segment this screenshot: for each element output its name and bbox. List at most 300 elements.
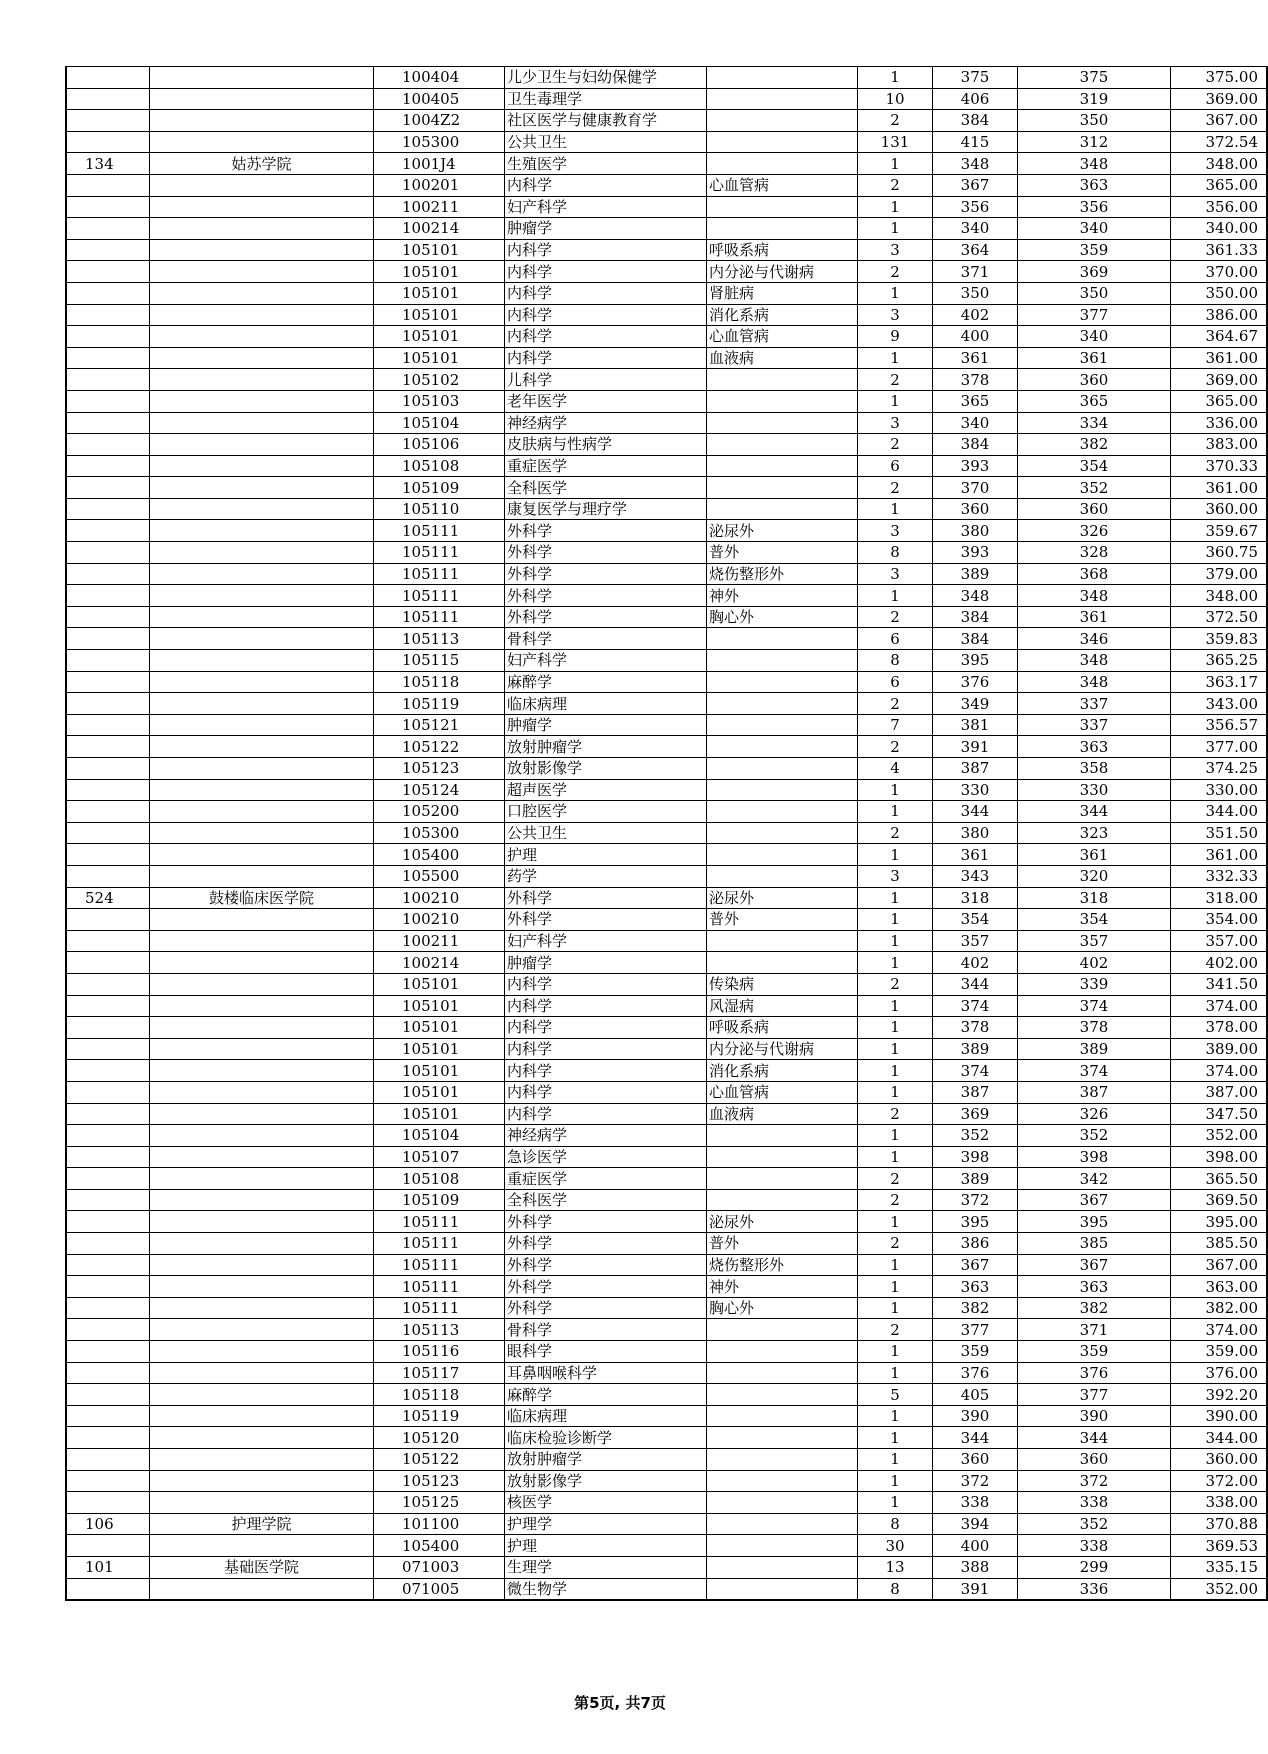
table-row [66, 390, 1267, 412]
admitted-count-cell: 4 [858, 758, 933, 780]
major-name-cell: 核医学 [505, 1492, 707, 1514]
major-name-cell: 神经病学 [505, 412, 707, 434]
major-code-cell: 071003 [374, 1556, 505, 1578]
major-code-cell: 101100 [374, 1513, 505, 1535]
table-row [66, 282, 1267, 304]
table-row [66, 174, 1267, 196]
average-score-cell: 364.67 [1171, 326, 1268, 348]
major-code-cell: 105200 [374, 801, 505, 823]
major-name-cell: 肿瘤学 [505, 218, 707, 240]
lowest-score-cell: 389 [1018, 1038, 1171, 1060]
major-name-cell: 内科学 [505, 239, 707, 261]
table-row [66, 304, 1267, 326]
major-name-cell: 妇产科学 [505, 196, 707, 218]
research-direction-cell [707, 801, 858, 823]
average-score-cell: 356.57 [1171, 714, 1268, 736]
highest-score-cell: 349 [933, 693, 1018, 715]
major-name-cell: 公共卫生 [505, 822, 707, 844]
table-row [66, 606, 1267, 628]
research-direction-cell [707, 434, 858, 456]
average-score-cell: 363.17 [1171, 671, 1268, 693]
highest-score-cell: 340 [933, 218, 1018, 240]
major-code-cell: 105111 [374, 1276, 505, 1298]
major-code-cell: 105109 [374, 477, 505, 499]
table-row [66, 887, 1267, 909]
lowest-score-cell: 360 [1018, 369, 1171, 391]
admitted-count-cell: 1 [858, 347, 933, 369]
research-direction-cell [707, 455, 858, 477]
lowest-score-cell: 374 [1018, 995, 1171, 1017]
lowest-score-cell: 350 [1018, 110, 1171, 132]
dept-code-cell [66, 1297, 150, 1319]
lowest-score-cell: 348 [1018, 585, 1171, 607]
lowest-score-cell: 348 [1018, 671, 1171, 693]
admitted-count-cell: 8 [858, 1513, 933, 1535]
highest-score-cell: 376 [933, 1362, 1018, 1384]
admitted-count-cell: 2 [858, 174, 933, 196]
major-code-cell: 105102 [374, 369, 505, 391]
admitted-count-cell: 1 [858, 995, 933, 1017]
table-row [66, 952, 1267, 974]
admitted-count-cell: 2 [858, 1319, 933, 1341]
dept-name-cell [150, 1233, 374, 1255]
lowest-score-cell: 377 [1018, 1384, 1171, 1406]
dept-name-cell: 护理学院 [150, 1513, 374, 1535]
dept-name-cell [150, 1103, 374, 1125]
lowest-score-cell: 358 [1018, 758, 1171, 780]
table-row [66, 995, 1267, 1017]
major-name-cell: 麻醉学 [505, 671, 707, 693]
average-score-cell: 359.00 [1171, 1341, 1268, 1363]
research-direction-cell [707, 1146, 858, 1168]
lowest-score-cell: 395 [1018, 1211, 1171, 1233]
dept-name-cell [150, 542, 374, 564]
research-direction-cell [707, 498, 858, 520]
lowest-score-cell: 354 [1018, 455, 1171, 477]
dept-name-cell [150, 304, 374, 326]
average-score-cell: 365.25 [1171, 650, 1268, 672]
table-row [66, 1362, 1267, 1384]
major-name-cell: 肿瘤学 [505, 714, 707, 736]
major-name-cell: 放射影像学 [505, 758, 707, 780]
major-name-cell: 内科学 [505, 174, 707, 196]
lowest-score-cell: 361 [1018, 347, 1171, 369]
major-code-cell: 105111 [374, 520, 505, 542]
research-direction-cell [707, 1513, 858, 1535]
major-name-cell: 重症医学 [505, 455, 707, 477]
average-score-cell: 386.00 [1171, 304, 1268, 326]
highest-score-cell: 395 [933, 650, 1018, 672]
admitted-count-cell: 8 [858, 1578, 933, 1600]
research-direction-cell: 泌尿外 [707, 887, 858, 909]
dept-code-cell [66, 693, 150, 715]
dept-name-cell [150, 477, 374, 499]
highest-score-cell: 400 [933, 326, 1018, 348]
dept-code-cell [66, 369, 150, 391]
dept-name-cell [150, 369, 374, 391]
dept-name-cell [150, 520, 374, 542]
lowest-score-cell: 371 [1018, 1319, 1171, 1341]
table-row [66, 1297, 1267, 1319]
average-score-cell: 392.20 [1171, 1384, 1268, 1406]
admitted-count-cell: 1 [858, 930, 933, 952]
research-direction-cell [707, 1384, 858, 1406]
major-code-cell: 105400 [374, 844, 505, 866]
highest-score-cell: 387 [933, 758, 1018, 780]
highest-score-cell: 376 [933, 671, 1018, 693]
average-score-cell: 363.00 [1171, 1276, 1268, 1298]
average-score-cell: 350.00 [1171, 282, 1268, 304]
major-name-cell: 皮肤病与性病学 [505, 434, 707, 456]
dept-code-cell [66, 606, 150, 628]
table-row [66, 196, 1267, 218]
dept-name-cell [150, 326, 374, 348]
admitted-count-cell: 2 [858, 736, 933, 758]
lowest-score-cell: 350 [1018, 282, 1171, 304]
major-code-cell: 105106 [374, 434, 505, 456]
table-row [66, 455, 1267, 477]
dept-code-cell [66, 1578, 150, 1600]
highest-score-cell: 367 [933, 1254, 1018, 1276]
major-code-cell: 105111 [374, 1254, 505, 1276]
highest-score-cell: 330 [933, 779, 1018, 801]
average-score-cell: 367.00 [1171, 110, 1268, 132]
admitted-count-cell: 1 [858, 1449, 933, 1471]
lowest-score-cell: 374 [1018, 1060, 1171, 1082]
table-row [66, 1146, 1267, 1168]
lowest-score-cell: 372 [1018, 1470, 1171, 1492]
highest-score-cell: 357 [933, 930, 1018, 952]
admitted-count-cell: 1 [858, 1038, 933, 1060]
dept-name-cell [150, 1254, 374, 1276]
dept-code-cell [66, 304, 150, 326]
major-code-cell: 1004Z2 [374, 110, 505, 132]
table-row [66, 1427, 1267, 1449]
lowest-score-cell: 382 [1018, 1297, 1171, 1319]
major-code-cell: 105119 [374, 1405, 505, 1427]
lowest-score-cell: 369 [1018, 261, 1171, 283]
major-code-cell: 105124 [374, 779, 505, 801]
highest-score-cell: 402 [933, 304, 1018, 326]
table-row [66, 1470, 1267, 1492]
major-code-cell: 105118 [374, 1384, 505, 1406]
highest-score-cell: 318 [933, 887, 1018, 909]
lowest-score-cell: 334 [1018, 412, 1171, 434]
highest-score-cell: 391 [933, 736, 1018, 758]
table-row [66, 542, 1267, 564]
major-name-cell: 外科学 [505, 909, 707, 931]
dept-code-cell [66, 1211, 150, 1233]
research-direction-cell [707, 779, 858, 801]
major-code-cell: 105101 [374, 1060, 505, 1082]
lowest-score-cell: 367 [1018, 1254, 1171, 1276]
research-direction-cell [707, 412, 858, 434]
major-code-cell: 105118 [374, 671, 505, 693]
major-name-cell: 外科学 [505, 585, 707, 607]
lowest-score-cell: 390 [1018, 1405, 1171, 1427]
admitted-count-cell: 1 [858, 282, 933, 304]
average-score-cell: 361.00 [1171, 477, 1268, 499]
major-name-cell: 内科学 [505, 326, 707, 348]
lowest-score-cell: 328 [1018, 542, 1171, 564]
table-row [66, 1449, 1267, 1471]
major-name-cell: 放射肿瘤学 [505, 736, 707, 758]
average-score-cell: 402.00 [1171, 952, 1268, 974]
research-direction-cell [707, 196, 858, 218]
dept-code-cell [66, 1017, 150, 1039]
average-score-cell: 369.53 [1171, 1535, 1268, 1557]
dept-name-cell [150, 1060, 374, 1082]
highest-score-cell: 390 [933, 1405, 1018, 1427]
dept-name-cell [150, 865, 374, 887]
highest-score-cell: 395 [933, 1211, 1018, 1233]
table-row [66, 844, 1267, 866]
dept-name-cell [150, 434, 374, 456]
dept-name-cell [150, 88, 374, 110]
research-direction-cell: 泌尿外 [707, 520, 858, 542]
major-name-cell: 护理学 [505, 1513, 707, 1535]
highest-score-cell: 360 [933, 498, 1018, 520]
dept-code-cell [66, 1470, 150, 1492]
dept-name-cell [150, 261, 374, 283]
highest-score-cell: 340 [933, 412, 1018, 434]
highest-score-cell: 375 [933, 67, 1018, 89]
highest-score-cell: 374 [933, 995, 1018, 1017]
dept-code-cell [66, 909, 150, 931]
average-score-cell: 348.00 [1171, 153, 1268, 175]
dept-name-cell [150, 973, 374, 995]
dept-code-cell [66, 196, 150, 218]
highest-score-cell: 343 [933, 865, 1018, 887]
lowest-score-cell: 363 [1018, 174, 1171, 196]
research-direction-cell [707, 1405, 858, 1427]
major-code-cell: 105111 [374, 563, 505, 585]
average-score-cell: 374.25 [1171, 758, 1268, 780]
lowest-score-cell: 318 [1018, 887, 1171, 909]
major-name-cell: 儿科学 [505, 369, 707, 391]
research-direction-cell [707, 628, 858, 650]
dept-name-cell [150, 628, 374, 650]
average-score-cell: 383.00 [1171, 434, 1268, 456]
admitted-count-cell: 1 [858, 67, 933, 89]
research-direction-cell [707, 1578, 858, 1600]
table-row [66, 434, 1267, 456]
table-row [66, 1168, 1267, 1190]
major-name-cell: 临床病理 [505, 1405, 707, 1427]
lowest-score-cell: 361 [1018, 606, 1171, 628]
table-row [66, 736, 1267, 758]
research-direction-cell: 血液病 [707, 1103, 858, 1125]
average-score-cell: 372.00 [1171, 1470, 1268, 1492]
research-direction-cell: 消化系病 [707, 304, 858, 326]
dept-code-cell [66, 779, 150, 801]
highest-score-cell: 387 [933, 1081, 1018, 1103]
table-row [66, 650, 1267, 672]
lowest-score-cell: 367 [1018, 1189, 1171, 1211]
average-score-cell: 330.00 [1171, 779, 1268, 801]
admitted-count-cell: 3 [858, 563, 933, 585]
research-direction-cell [707, 930, 858, 952]
research-direction-cell [707, 1362, 858, 1384]
lowest-score-cell: 338 [1018, 1535, 1171, 1557]
admitted-count-cell: 1 [858, 1470, 933, 1492]
dept-code-cell [66, 801, 150, 823]
research-direction-cell [707, 822, 858, 844]
research-direction-cell [707, 369, 858, 391]
lowest-score-cell: 346 [1018, 628, 1171, 650]
average-score-cell: 348.00 [1171, 585, 1268, 607]
major-code-cell: 105121 [374, 714, 505, 736]
dept-name-cell [150, 1384, 374, 1406]
highest-score-cell: 398 [933, 1146, 1018, 1168]
dept-name-cell [150, 1168, 374, 1190]
major-code-cell: 105120 [374, 1427, 505, 1449]
major-name-cell: 肿瘤学 [505, 952, 707, 974]
table-row [66, 477, 1267, 499]
lowest-score-cell: 356 [1018, 196, 1171, 218]
highest-score-cell: 378 [933, 369, 1018, 391]
admitted-count-cell: 7 [858, 714, 933, 736]
dept-code-cell [66, 1319, 150, 1341]
major-name-cell: 内科学 [505, 347, 707, 369]
major-code-cell: 105101 [374, 261, 505, 283]
major-name-cell: 放射肿瘤学 [505, 1449, 707, 1471]
research-direction-cell: 心血管病 [707, 174, 858, 196]
research-direction-cell [707, 736, 858, 758]
lowest-score-cell: 359 [1018, 1341, 1171, 1363]
research-direction-cell [707, 110, 858, 132]
lowest-score-cell: 363 [1018, 736, 1171, 758]
admitted-count-cell: 1 [858, 801, 933, 823]
admitted-count-cell: 1 [858, 390, 933, 412]
table-row [66, 822, 1267, 844]
table-row [66, 1211, 1267, 1233]
lowest-score-cell: 344 [1018, 1427, 1171, 1449]
dept-name-cell [150, 347, 374, 369]
average-score-cell: 374.00 [1171, 1319, 1268, 1341]
dept-name-cell [150, 282, 374, 304]
table-row [66, 714, 1267, 736]
lowest-score-cell: 348 [1018, 650, 1171, 672]
dept-code-cell [66, 174, 150, 196]
lowest-score-cell: 363 [1018, 1276, 1171, 1298]
dept-code-cell [66, 865, 150, 887]
dept-name-cell [150, 1535, 374, 1557]
major-code-cell: 105300 [374, 822, 505, 844]
admitted-count-cell: 1 [858, 952, 933, 974]
lowest-score-cell: 320 [1018, 865, 1171, 887]
major-code-cell: 105119 [374, 693, 505, 715]
table-row [66, 1556, 1267, 1578]
major-name-cell: 社区医学与健康教育学 [505, 110, 707, 132]
average-score-cell: 395.00 [1171, 1211, 1268, 1233]
admitted-count-cell: 2 [858, 1233, 933, 1255]
research-direction-cell: 呼吸系病 [707, 1017, 858, 1039]
highest-score-cell: 394 [933, 1513, 1018, 1535]
highest-score-cell: 360 [933, 1449, 1018, 1471]
dept-code-cell [66, 131, 150, 153]
average-score-cell: 365.00 [1171, 390, 1268, 412]
highest-score-cell: 391 [933, 1578, 1018, 1600]
average-score-cell: 351.50 [1171, 822, 1268, 844]
average-score-cell: 341.50 [1171, 973, 1268, 995]
dept-name-cell [150, 1189, 374, 1211]
research-direction-cell [707, 1492, 858, 1514]
dept-name-cell [150, 758, 374, 780]
highest-score-cell: 367 [933, 174, 1018, 196]
highest-score-cell: 380 [933, 520, 1018, 542]
major-code-cell: 100214 [374, 218, 505, 240]
dept-code-cell [66, 455, 150, 477]
dept-code-cell [66, 412, 150, 434]
major-code-cell: 105108 [374, 1168, 505, 1190]
lowest-score-cell: 357 [1018, 930, 1171, 952]
dept-name-cell [150, 1341, 374, 1363]
research-direction-cell: 普外 [707, 542, 858, 564]
dept-name-cell [150, 714, 374, 736]
research-direction-cell: 烧伤整形外 [707, 563, 858, 585]
dept-name-cell [150, 131, 374, 153]
table-row [66, 347, 1267, 369]
major-code-cell: 105111 [374, 585, 505, 607]
average-score-cell: 344.00 [1171, 1427, 1268, 1449]
lowest-score-cell: 360 [1018, 498, 1171, 520]
dept-name-cell [150, 1427, 374, 1449]
table-row [66, 671, 1267, 693]
highest-score-cell: 370 [933, 477, 1018, 499]
table-row [66, 693, 1267, 715]
table-row [66, 1038, 1267, 1060]
admitted-count-cell: 1 [858, 1211, 933, 1233]
average-score-cell: 370.33 [1171, 455, 1268, 477]
highest-score-cell: 374 [933, 1060, 1018, 1082]
lowest-score-cell: 340 [1018, 218, 1171, 240]
research-direction-cell [707, 131, 858, 153]
lowest-score-cell: 337 [1018, 693, 1171, 715]
highest-score-cell: 384 [933, 110, 1018, 132]
admitted-count-cell: 1 [858, 1492, 933, 1514]
research-direction-cell [707, 1168, 858, 1190]
table-row [66, 1233, 1267, 1255]
table-row [66, 1189, 1267, 1211]
highest-score-cell: 352 [933, 1125, 1018, 1147]
average-score-cell: 376.00 [1171, 1362, 1268, 1384]
major-name-cell: 内科学 [505, 282, 707, 304]
major-code-cell: 071005 [374, 1578, 505, 1600]
major-name-cell: 全科医学 [505, 477, 707, 499]
table-row [66, 1405, 1267, 1427]
dept-code-cell [66, 347, 150, 369]
dept-name-cell [150, 218, 374, 240]
major-code-cell: 105101 [374, 973, 505, 995]
major-code-cell: 105101 [374, 1081, 505, 1103]
admitted-count-cell: 131 [858, 131, 933, 153]
major-code-cell: 105400 [374, 1535, 505, 1557]
table-row [66, 801, 1267, 823]
major-code-cell: 105108 [374, 455, 505, 477]
major-name-cell: 护理 [505, 844, 707, 866]
major-code-cell: 100210 [374, 909, 505, 931]
average-score-cell: 369.00 [1171, 88, 1268, 110]
major-name-cell: 内科学 [505, 1060, 707, 1082]
average-score-cell: 377.00 [1171, 736, 1268, 758]
research-direction-cell: 内分泌与代谢病 [707, 261, 858, 283]
dept-name-cell [150, 1146, 374, 1168]
admitted-count-cell: 2 [858, 822, 933, 844]
major-name-cell: 内科学 [505, 1081, 707, 1103]
highest-score-cell: 400 [933, 1535, 1018, 1557]
lowest-score-cell: 326 [1018, 1103, 1171, 1125]
